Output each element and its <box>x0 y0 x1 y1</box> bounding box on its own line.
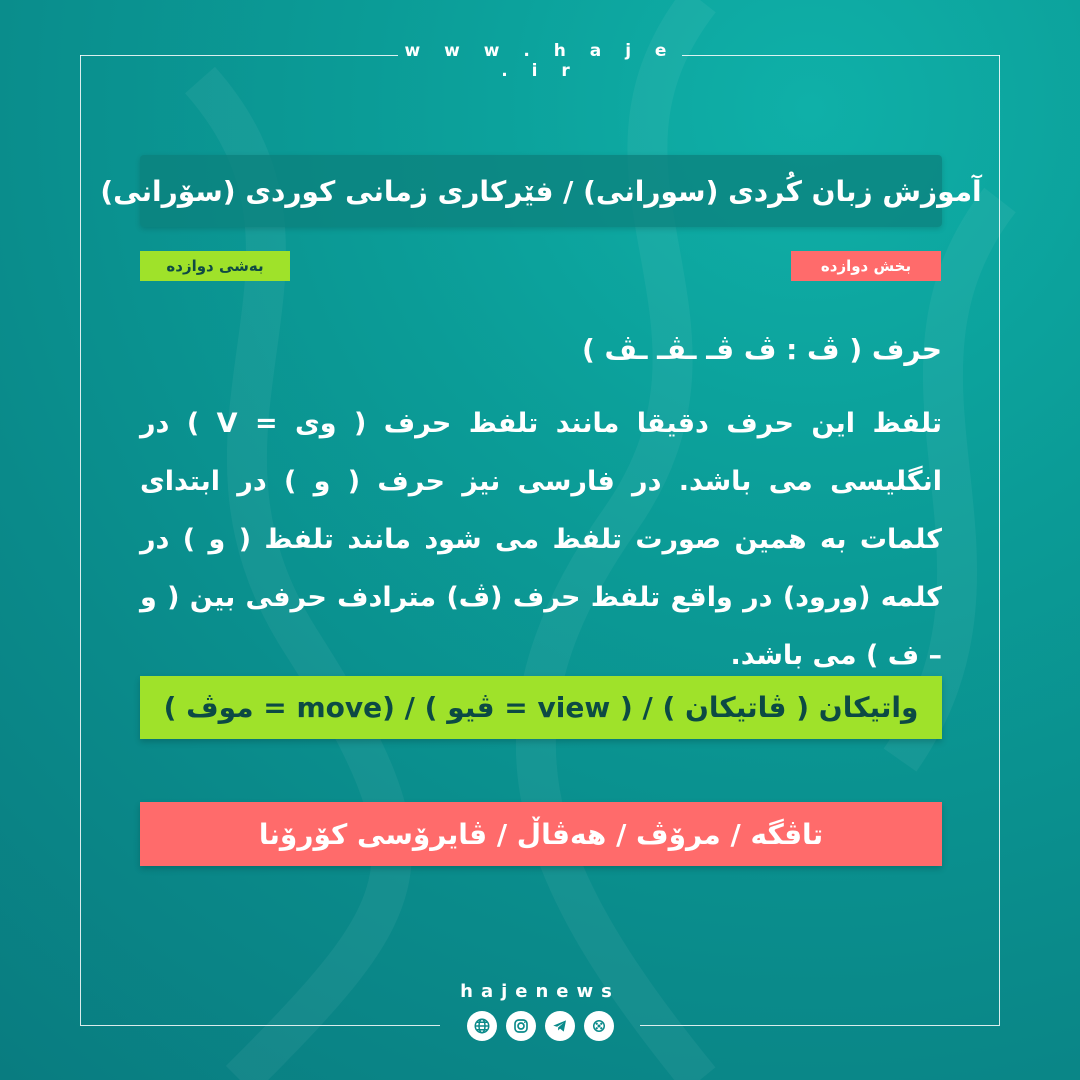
examples-text-red: تاڤگە / مرۆڤ / هەڤاڵ / ڤایرۆسی کۆرۆنا <box>258 817 824 851</box>
instagram-icon[interactable] <box>506 1011 536 1041</box>
social-icons-row <box>467 1011 614 1041</box>
frame-line-bottom-left <box>80 1025 440 1026</box>
frame-line-top-right <box>682 55 1000 56</box>
letter-heading: حرف ( ڤ : ڤ ڤـ ـڤـ ـڤ ) <box>581 333 942 366</box>
frame-line-bottom-right <box>640 1025 1000 1026</box>
frame-line-right <box>999 55 1000 1025</box>
frame-line-top-left <box>80 55 398 56</box>
examples-banner-green <box>140 676 942 739</box>
pronunciation-paragraph: تلفظ این حرف دقیقا مانند تلفظ حرف ( وی = V ) در انگلیسی می باشد. در فارسی نیز حرف ( و ) در ابتدای کلمات به همین صورت تلفظ می شود مانند تلفظ ( و ) در کلمه (ورود) در واقع تلفظ حرف (ڤ) مترادف حرفی بین ( و – ف ) می باشد. <box>140 408 942 671</box>
title-banner <box>100 155 982 227</box>
site-url-link[interactable]: w w w . h a j e . i r <box>404 41 676 81</box>
section-badge-persian: بخش دوازده <box>791 251 941 281</box>
examples-text-green: واتیکان ( ڤاتیکان ) / ( view = ڤیو ) / (move = موڤ ) <box>163 691 919 724</box>
page-title: آموزش زبان کُردی (سورانی) / فێرکاری زمانی کوردی (سۆرانی) <box>100 174 982 208</box>
aparat-icon[interactable] <box>584 1011 614 1041</box>
section-badge-kurdish: بەشی دوازدە <box>140 251 290 281</box>
telegram-icon[interactable] <box>545 1011 575 1041</box>
frame-line-left <box>80 55 81 1025</box>
globe-icon[interactable] <box>467 1011 497 1041</box>
brand-name: hajenews <box>460 981 620 1002</box>
examples-banner-red <box>140 802 942 866</box>
